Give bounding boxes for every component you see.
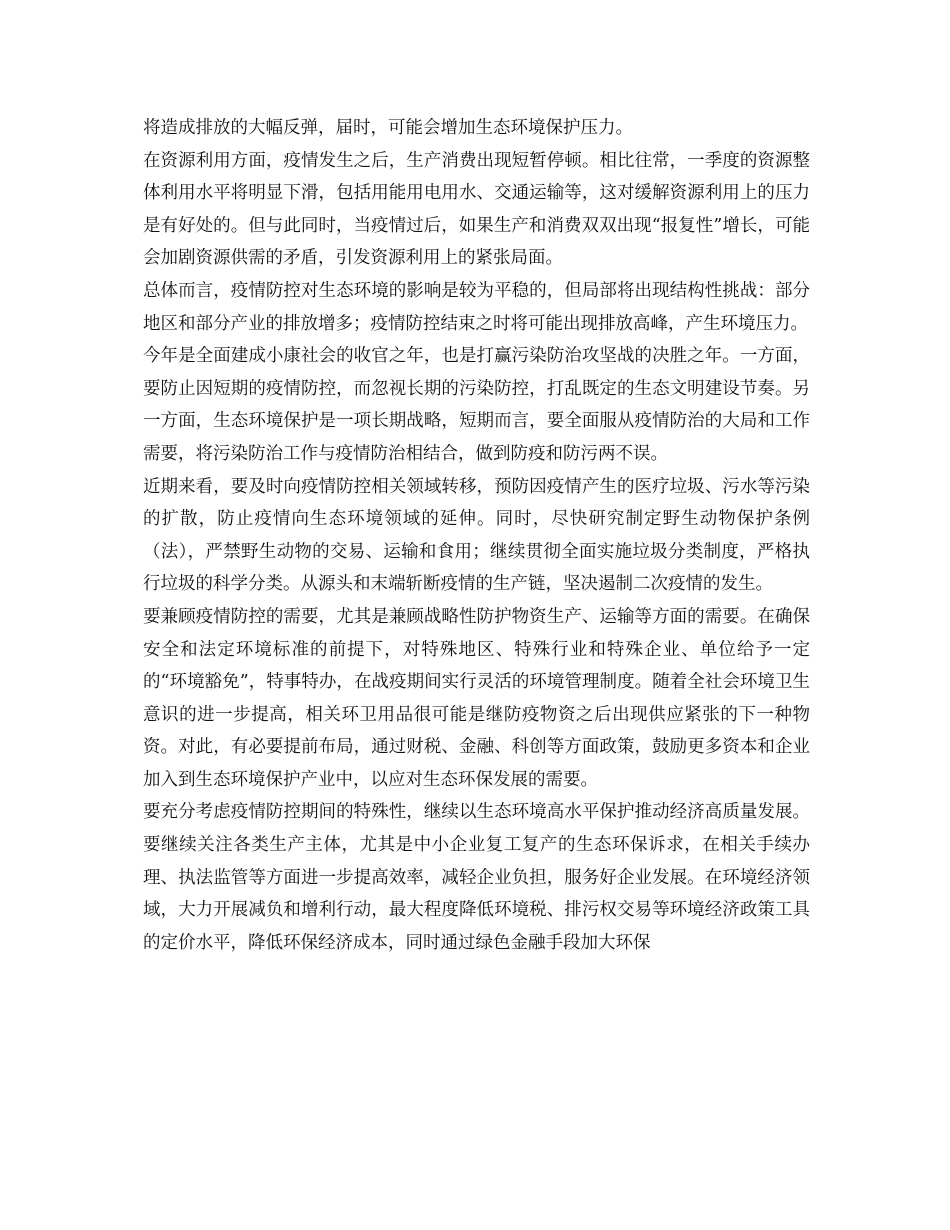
paragraph-emissions-rebound: 将造成排放的大幅反弹，届时，可能会增加生态环境保护压力。 xyxy=(143,118,633,138)
paragraph-resource-use: 在资源利用方面，疫情发生之后，生产消费出现短暂停顿。相比往常，一季度的资源整体利用水平将明显下滑，包括用能用电用水、交通运输等，这对缓解资源利用上的压力是有好处的。但与此同时，当疫情过后，如果生产和消费双双出现“报复性”增长，可能会加剧资源供需的矛盾，引发资源利用上的紧张局面。 xyxy=(143,150,810,269)
document-page xyxy=(143,112,810,959)
paragraph-this-year: 今年是全面建成小康社会的收官之年，也是打赢污染防治攻坚战的决胜之年。一方面，要防止因短期的疫情防控，而忽视长期的污染防控，打乱既定的生态文明建设节奏。另一方面，生态环境保护是一项长期战略，短期而言，要全面服从疫情防治的大局和工作需要，将污染防治工作与疫情防治相结合，做到防疫和防污两不误。 xyxy=(143,346,810,464)
paragraph-special-period: 要充分考虑疫情防控期间的特殊性，继续以生态环境高水平保护推动经济高质量发展。要继续关注各类生产主体，尤其是中小企业复工复产的生态环保诉求，在相关手续办理、执法监管等方面进一步提高效率，减轻企业负担，服务好企业发展。在环境经济领域，大力开展减负和增利行动，最大程度降低环境税、排污权交易等环境经济政策工具的定价水平，降低环保经济成本，同时通过绿色金融手段加大环保 xyxy=(143,802,810,953)
paragraph-epidemic-needs: 要兼顾疫情防控的需要，尤其是兼顾战略性防护物资生产、运输等方面的需要。在确保安全和法定环境标准的前提下，对特殊地区、特殊行业和特殊企业、单位给予一定的“环境豁免”，特事特办，在战疫期间实行灵活的环境管理制度。随着全社会环境卫生意识的进一步提高，相关环卫用品很可能是继防疫物资之后出现供应紧张的下一种物资。对此，有必要提前布局，通过财税、金融、科创等方面政策，鼓励更多资本和企业加入到生态环境保护产业中，以应对生态环保发展的需要。 xyxy=(143,606,810,790)
paragraph-overall-assessment: 总体而言，疫情防控对生态环境的影响是较为平稳的，但局部将出现结构性挑战：部分地区和部分产业的排放增多；疫情防控结束之时将可能出现排放高峰，产生环境压力。 xyxy=(143,280,810,334)
paragraph-short-term: 近期来看，要及时向疫情防控相关领域转移，预防因疫情产生的医疗垃圾、污水等污染的扩散，防止疫情向生态环境领域的延伸。同时，尽快研究制定野生动物保护条例（法），严禁野生动物的交易、运输和食用；继续贯彻全面实施垃圾分类制度，严格执行垃圾的科学分类。从源头和末端斩断疫情的生产链，坚决遏制二次疫情的发生。 xyxy=(143,476,810,595)
